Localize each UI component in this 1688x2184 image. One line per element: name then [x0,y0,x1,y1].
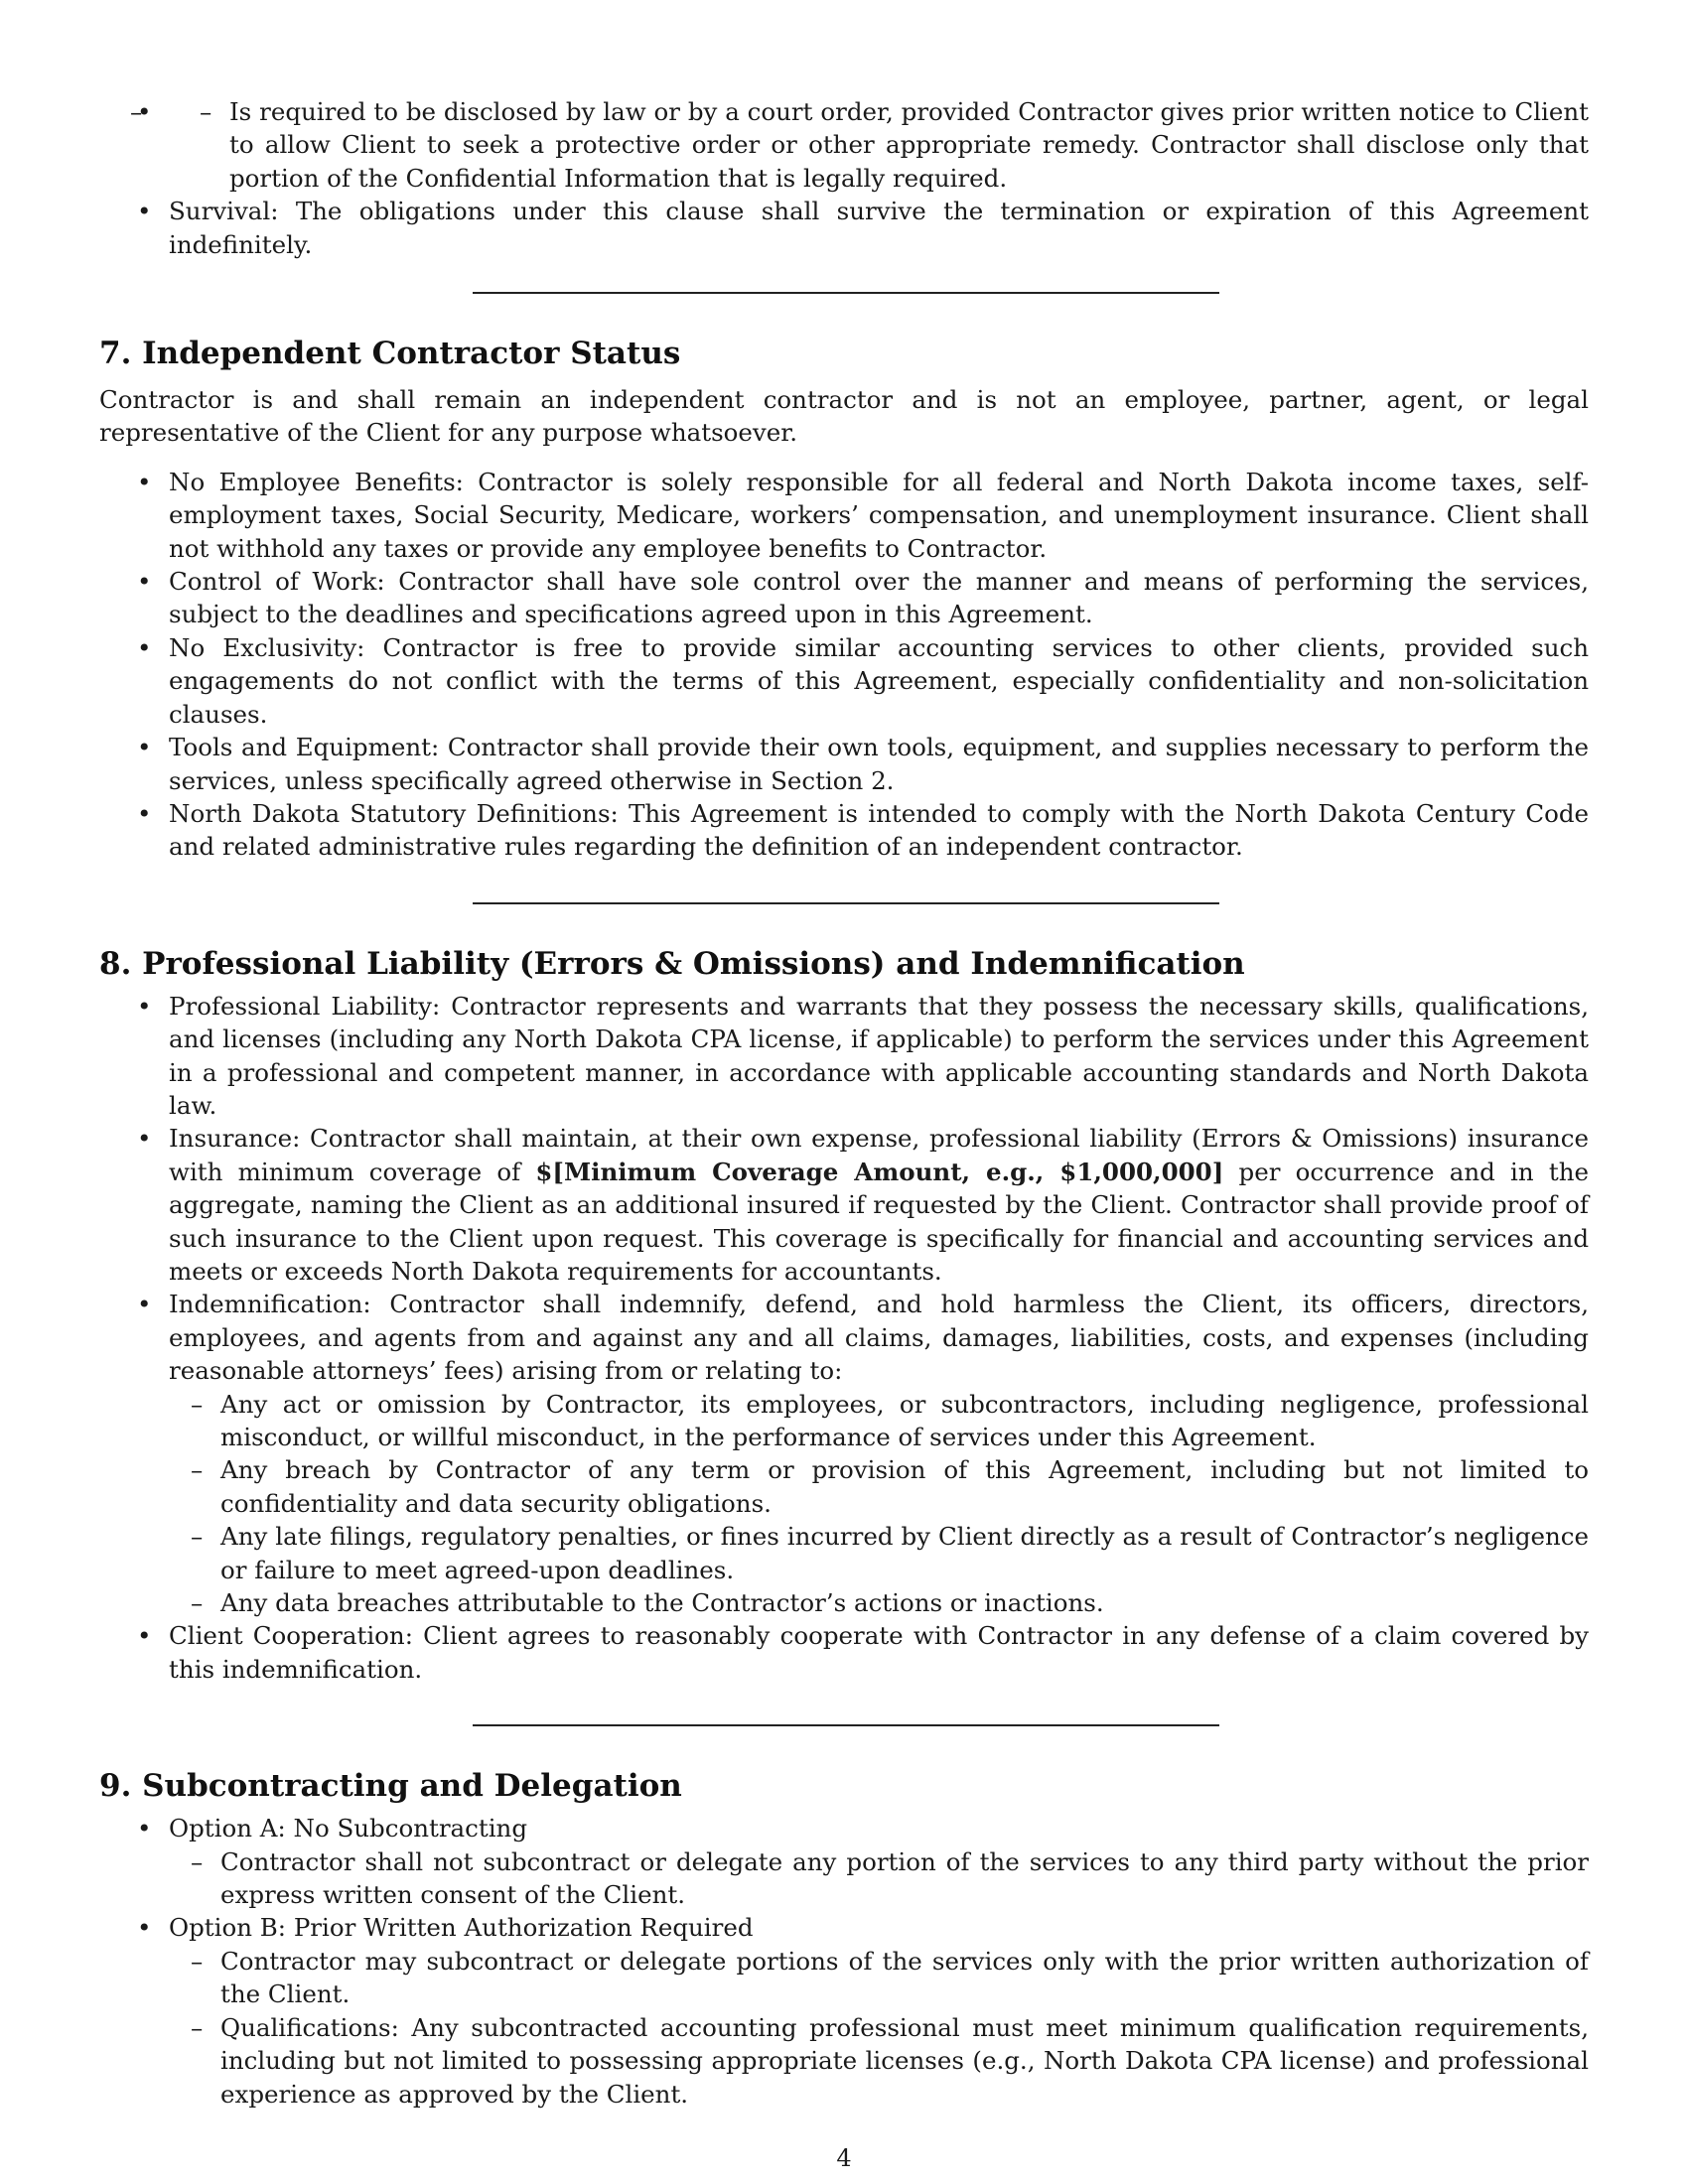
list-item: – Any late filings, regulatory penalties, or fines incurred by Client directly as a result of Contractor’s negligence or failure to meet agreed-upon deadlines. [160,1520,1589,1586]
section-divider [473,1724,1219,1726]
list-item: – Qualifications: Any subcontracted accounting professional must meet minimum qualification requirements, including but not limited to possessing appropriate licenses (e.g., North Dakota CPA license) and professional experience as approved by the Client. [160,2011,1589,2111]
bullet-list [99,990,1589,1687]
list-item: • North Dakota Statutory Definitions: This Agreement is intended to comply with the North Dakota Century Code and related administrative rules regarding the definition of an independent contractor. [99,797,1589,864]
list-item: – Any breach by Contractor of any term or provision of this Agreement, including but not limited to confidentiality and data security obligations. [160,1453,1589,1520]
bullet-list [99,1812,1589,2111]
sub-list [160,1388,1589,1620]
list-item: – • – Is required to be disclosed by law or by a court order, provided Contractor gives prior written notice to Client to allow Client to seek a protective order or other appropriate remedy. Contractor shall disclose only that portion of the Confidential Information that is legally required. [99,95,1589,195]
paragraph: Contractor is and shall remain an independent contractor and is not an employee, partner, agent, or legal representative of the Client for any purpose whatsoever. [99,385,1589,448]
list-item: – Contractor may subcontract or delegate portions of the services only with the prior written authorization of the Client. [160,1945,1589,2011]
list-item: • Survival: The obligations under this clause shall survive the termination or expiration of this Agreement indefinitely. [99,195,1589,261]
list-item: – Any data breaches attributable to the Contractor’s actions or inactions. [160,1586,1589,1619]
page-number: 4 [836,2144,852,2172]
continued-item [99,95,1589,195]
section-heading: 8. Professional Liability (Errors & Omissions) and Indemnification [99,945,1245,982]
list-item: – Any act or omission by Contractor, its employees, or subcontractors, including negligence, professional misconduct, or willful misconduct, in the performance of services under this Agreement. [160,1388,1589,1454]
coverage-amount: $[Minimum Coverage Amount, e.g., $1,000,000] [535,1157,1224,1186]
list-item: • No Employee Benefits: Contractor is solely responsible for all federal and North Dakota income taxes, self-employment taxes, Social Security, Medicare, workers’ compensation, and unemployment insurance. Client shall not withhold any taxes or provide any employee benefits to Contractor. [99,466,1589,565]
list-item: • No Exclusivity: Contractor is free to provide similar accounting services to other clients, provided such engagements do not conflict with the terms of this Agreement, especially confidentiality and non-solicitation clauses. [99,631,1589,731]
list-item: • Option A: No Subcontracting – Contractor shall not subcontract or delegate any portion of the services to any third party without the prior express written consent of the Client. [99,1812,1589,1911]
section-divider [473,292,1219,294]
list-item: • Indemnification: Contractor shall indemnify, defend, and hold harmless the Client, its officers, directors, employees, and agents from and against any and all claims, damages, liabilities, costs, and expenses (including reasonable attorneys’ fees) arising from or relating to: – Any act or omission by Contractor, its employees, or subcontractors, including negligence, professional misconduct, or willful misconduct, in the performance of services under this Agreement. – Any breach by Contractor of any term or provision of this Agreement, including but not limited to confidentiality and data security obligations. – Any late filings, regulatory penalties, or fines incurred by Client directly as a result of Contractor’s negligence or failure to meet agreed-upon deadlines. – Any data breaches attributable to the Contractor’s actions or inactions. [99,1288,1589,1619]
bullet-list [99,466,1589,864]
list-item: • Tools and Equipment: Contractor shall provide their own tools, equipment, and supplies necessary to perform the services, unless specifically agreed otherwise in Section 2. [99,731,1589,797]
list-item: • Control of Work: Contractor shall have sole control over the manner and means of performing the services, subject to the deadlines and specifications agreed upon in this Agreement. [99,565,1589,631]
sub-list [160,1945,1589,2111]
continued-list [99,95,1589,261]
section-divider [473,902,1219,904]
document-page [99,95,1589,2111]
list-item: – Contractor shall not subcontract or delegate any portion of the services to any third party without the prior express written consent of the Client. [160,1845,1589,1912]
section-heading: 9. Subcontracting and Delegation [99,1768,682,1805]
list-item: • Professional Liability: Contractor represents and warrants that they possess the necessary skills, qualifications, and licenses (including any North Dakota CPA license, if applicable) to perform the services under this Agreement in a professional and competent manner, in accordance with applicable accounting standards and North Dakota law. [99,990,1589,1123]
sub-list [160,1845,1589,1912]
list-item: • Option B: Prior Written Authorization Required – Contractor may subcontract or delegate portions of the services only with the prior written authorization of the Client. – Qualifications: Any subcontracted accounting professional must meet minimum qualification requirements, including but not limited to possessing appropriate licenses (e.g., North Dakota CPA license) and professional experience as approved by the Client. [99,1911,1589,2110]
section-heading: 7. Independent Contractor Status [99,336,681,372]
list-item: • Client Cooperation: Client agrees to reasonably cooperate with Contractor in any defense of a claim covered by this indemnification. [99,1619,1589,1686]
list-item: • Insurance: Contractor shall maintain, at their own expense, professional liability (Errors & Omissions) insurance with minimum coverage of $[Minimum Coverage Amount, e.g., $1,000,000] per occurrence and in the aggregate, naming the Client as an additional insured if requested by the Client. Contractor shall provide proof of such insurance to the Client upon request. This coverage is specifically for financial and accounting services and meets or exceeds North Dakota requirements for accountants. [99,1122,1589,1288]
